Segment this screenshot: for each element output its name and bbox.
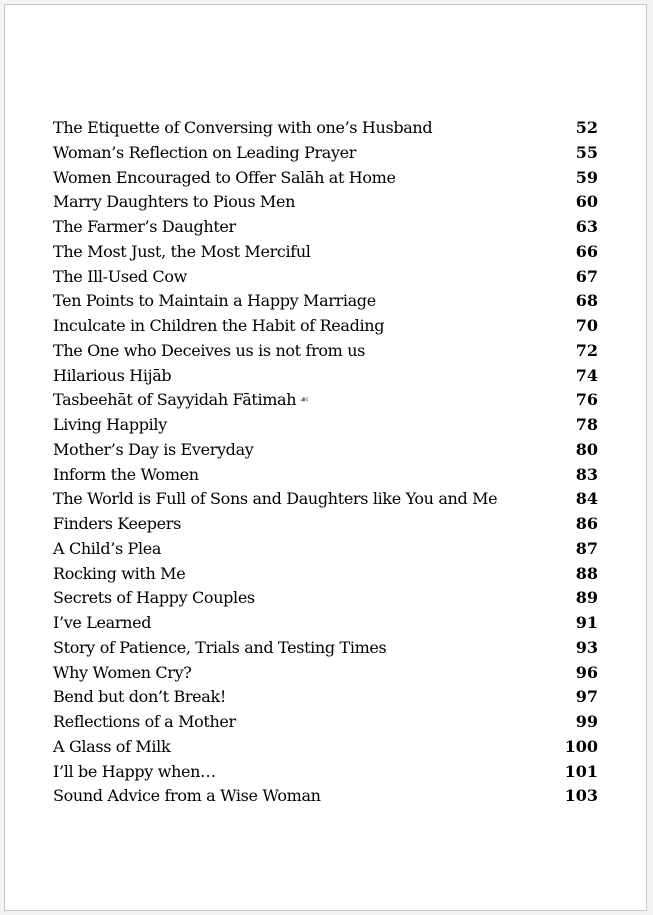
toc-entry [53,143,598,168]
toc-entry [53,390,598,415]
toc-entry-page-number: 101 [564,761,598,781]
toc-entry-title [53,663,192,682]
toc-entry-page-number: 93 [575,637,598,657]
toc-entry [53,737,598,762]
toc-entry-page-number: 70 [575,316,598,335]
toc-entry-page-number: 72 [575,340,598,360]
toc-entry-title-text: Why Women Cry? [53,662,192,682]
toc-entry [53,489,598,514]
toc-entry-page-number: 59 [575,167,598,187]
toc-entry-title [53,638,386,657]
toc-entry [53,465,598,490]
toc-entry-title-text: The One who Deceives us is not from us [53,340,366,360]
toc-entry-title-text: I’ve Learned [53,613,152,632]
toc-entry-title [53,564,185,583]
toc-entry-title-text: Hilarious Hijāb [53,365,172,385]
toc-entry-title-text: Living Happily [53,415,167,434]
toc-entry-title-text: Story of Patience, Trials and Testing Times [53,637,387,657]
toc-entry-page-number: 78 [575,415,598,434]
toc-entry-page-number: 83 [575,464,598,484]
toc-entry-title-text: Marry Daughters to Pious Men [53,192,296,212]
toc-entry-title [53,613,151,632]
toc-entry-title [53,316,384,335]
toc-entry-title-text: The Farmer’s Daughter [53,217,236,236]
toc-entry-title [53,762,216,781]
toc-entry-page-number: 74 [575,365,598,385]
toc-entry-page-number: 67 [575,266,598,286]
toc-entry-title-text: Woman’s Reflection on Leading Prayer [53,142,357,162]
toc-entry-title-text: Women Encouraged to Offer Salāh at Home [53,167,396,187]
toc-entry [53,613,598,638]
toc-entry [53,316,598,341]
toc-entry-title-text: Tasbeehāt of Sayyidah Fātimah [53,390,297,410]
toc-entry [53,168,598,193]
toc-entry-title-text: Ten Points to Maintain a Happy Marriage [53,291,376,311]
toc-entry [53,514,598,539]
toc-entry [53,366,598,391]
toc-entry-title [53,291,376,310]
toc-entry-page-number: 100 [564,736,598,756]
toc-entry [53,118,598,143]
toc-entry [53,588,598,613]
toc-entry-title [53,366,171,385]
toc-entry-title [53,712,236,731]
toc-entry-title [53,465,199,484]
toc-entry-title [53,514,181,533]
table-of-contents [53,118,598,811]
toc-entry-title-text: The Ill-Used Cow [53,266,187,286]
toc-entry-page-number: 89 [575,588,598,608]
toc-entry [53,242,598,267]
toc-entry [53,786,598,811]
toc-entry-title-text: Inform the Women [53,464,199,484]
toc-entry-title [53,267,187,286]
toc-entry-page-number: 63 [575,217,598,236]
toc-entry-title [53,390,309,409]
toc-entry [53,341,598,366]
toc-entry-title [53,415,167,434]
toc-entry-title [53,489,497,508]
toc-entry-title [53,168,396,187]
toc-entry-page-number: 55 [575,142,598,162]
toc-entry [53,712,598,737]
toc-entry-title [53,687,226,706]
toc-entry-page-number: 88 [575,563,598,583]
toc-entry-title-text: The Most Just, the Most Merciful [53,241,311,261]
toc-entry-page-number: 96 [575,662,598,682]
toc-entry-page-number: 99 [575,712,598,731]
toc-entry-page-number: 52 [575,118,598,137]
toc-entry [53,539,598,564]
toc-entry [53,192,598,217]
toc-entry-title-text: Sound Advice from a Wise Woman [53,786,321,806]
toc-entry-title [53,143,356,162]
toc-entry-page-number: 86 [575,514,598,533]
toc-entry-page-number: 84 [575,489,598,509]
toc-entry-title-text: I’ll be Happy when… [53,761,216,781]
toc-entry-title-text: A Child’s Plea [53,538,162,558]
toc-entry [53,440,598,465]
toc-entry-page-number: 66 [575,241,598,261]
toc-entry-page-number: 80 [575,439,598,459]
toc-entry-title [53,539,161,558]
toc-entry-title [53,217,236,236]
toc-entry-page-number: 76 [575,390,598,410]
toc-entry-title-text: Inculcate in Children the Habit of Reading [53,316,385,335]
toc-entry-title-text: Secrets of Happy Couples [53,588,255,608]
toc-entry-page-number: 97 [575,687,598,707]
toc-entry-title [53,440,253,459]
toc-entry-title [53,588,255,607]
toc-entry-title [53,242,311,261]
toc-entry [53,687,598,712]
toc-entry [53,663,598,688]
toc-entry-title [53,118,432,137]
toc-entry [53,415,598,440]
toc-entry [53,762,598,787]
toc-entry-page-number: 60 [575,192,598,212]
toc-entry-title-text: A Glass of Milk [53,736,171,756]
toc-entry-title-text: The World is Full of Sons and Daughters like You and Me [53,489,498,509]
toc-entry [53,217,598,242]
toc-entry-title [53,737,170,756]
toc-entry-page-number: 87 [575,538,598,558]
toc-entry-title-text: Rocking with Me [53,563,186,583]
toc-entry-title [53,192,295,211]
toc-entry-title-text: Bend but don’t Break! [53,687,226,707]
toc-entry-page-number: 68 [575,291,598,311]
toc-entry-title-text: The Etiquette of Conversing with one’s Husband [53,118,433,137]
toc-entry-title-text: Mother’s Day is Everyday [53,439,254,459]
toc-entry [53,267,598,292]
toc-entry-page-number: 103 [564,786,598,806]
toc-entry-title-text: Finders Keepers [53,514,181,533]
toc-entry-title [53,786,321,805]
document-page [4,4,647,911]
toc-entry [53,291,598,316]
toc-entry-title-text: Reflections of a Mother [53,712,236,731]
radiyallahu-anha-honorific-icon: ☙ [299,393,309,407]
toc-entry [53,564,598,589]
toc-entry [53,638,598,663]
toc-entry-page-number: 91 [575,613,598,632]
toc-entry-title [53,341,365,360]
